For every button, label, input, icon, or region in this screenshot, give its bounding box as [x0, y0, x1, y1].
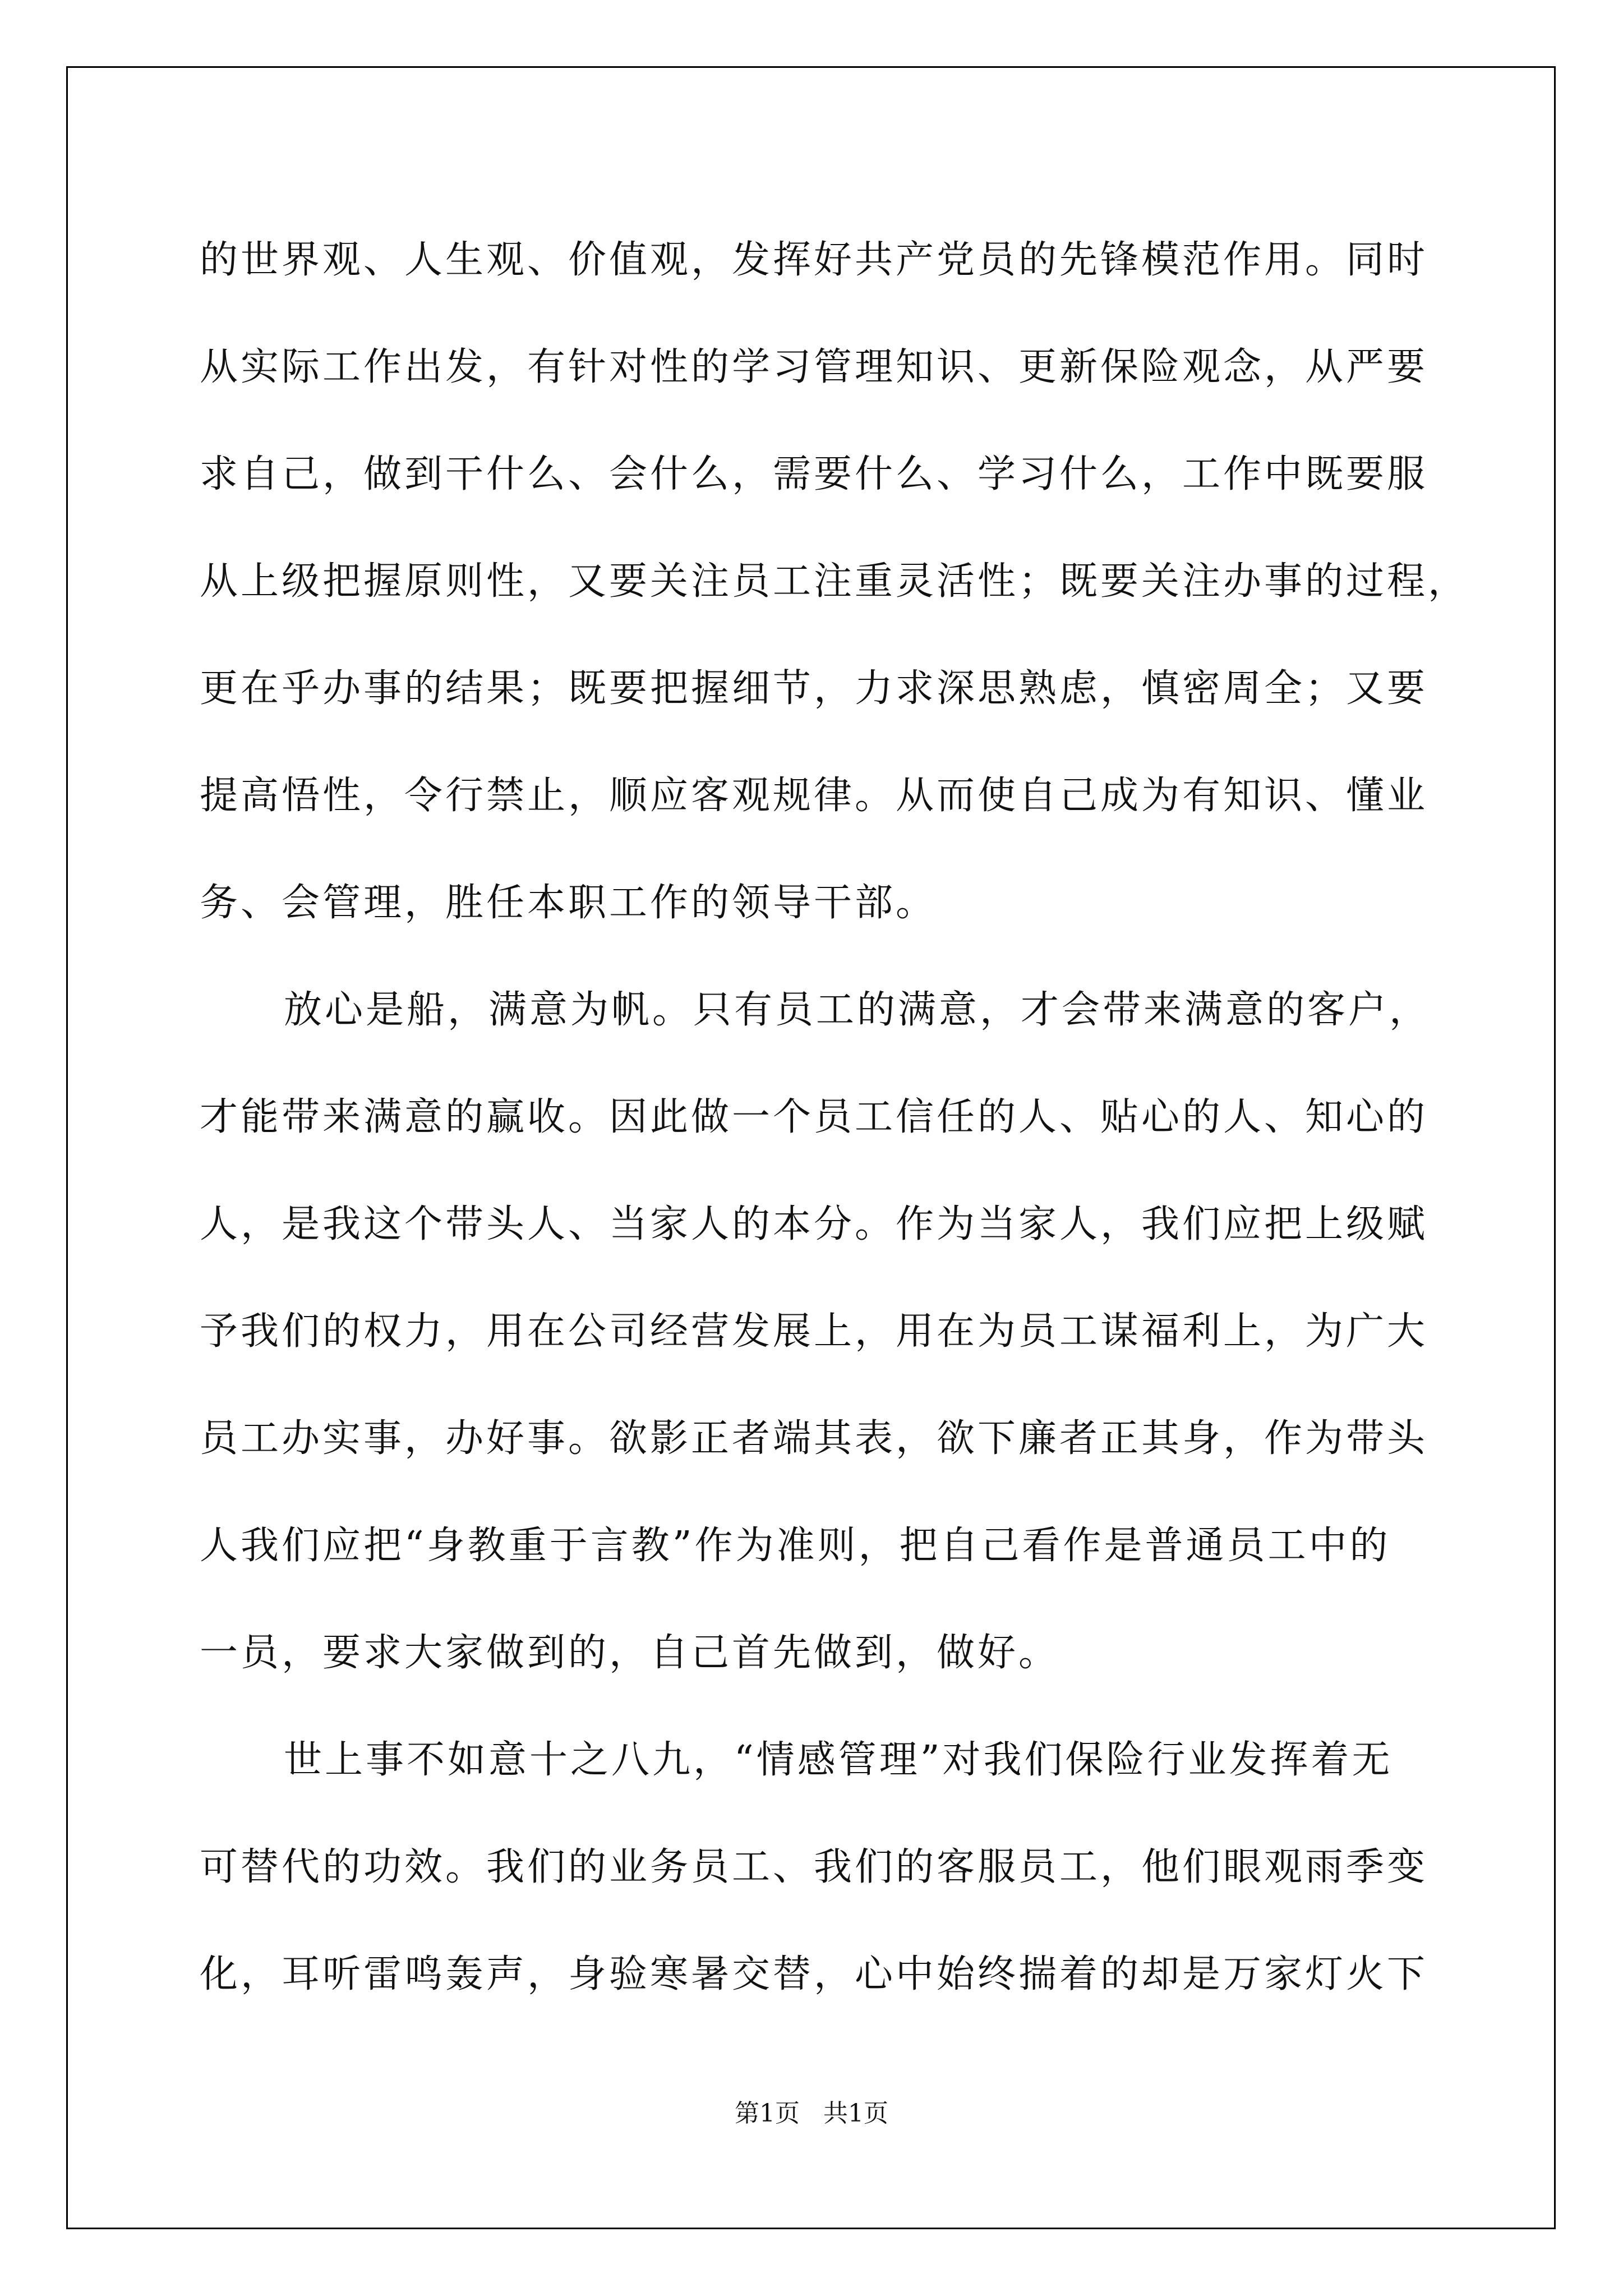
text-line: 予我们的权力，用在公司经营发展上，用在为员工谋福利上，为广大 [200, 1309, 1428, 1354]
document-body [200, 206, 1469, 2028]
text-line: 从上级把握原则性，又要关注员工注重灵活性；既要关注办事的过程， [200, 559, 1469, 604]
text-line: 化，耳听雷鸣轰声，身验寒暑交替，心中始终揣着的却是万家灯火下 [200, 1952, 1428, 1996]
text-line: 员工办实事，办好事。欲影正者端其表，欲下廉者正其身，作为带头 [200, 1416, 1428, 1461]
paragraph-first-line: 放心是船，满意为帆。只有员工的满意，才会带来满意的客户， [284, 988, 1431, 1032]
text-line: 人，是我这个带头人、当家人的本分。作为当家人，我们应把上级赋 [200, 1202, 1428, 1246]
paragraph-first-line: 世上事不如意十之八九，“情感管理”对我们保险行业发挥着无 [284, 1738, 1393, 1782]
text-line: 提高悟性，令行禁止，顺应客观规律。从而使自己成为有知识、懂业 [200, 774, 1428, 818]
text-line: 求自己，做到干什么、会什么，需要什么、学习什么，工作中既要服 [200, 452, 1428, 496]
text-line: 从实际工作出发，有针对性的学习管理知识、更新保险观念，从严要 [200, 345, 1428, 389]
text-line: 一员，要求大家做到的，自己首先做到，做好。 [200, 1631, 1060, 1675]
page-number: 第1页 共1页 [735, 2099, 888, 2128]
text-line: 的世界观、人生观、价值观，发挥好共产党员的先锋模范作用。同时 [200, 238, 1428, 282]
text-line: 更在乎办事的结果；既要把握细节，力求深思熟虑，慎密周全；又要 [200, 666, 1428, 711]
text-line: 可替代的功效。我们的业务员工、我们的客服员工，他们眼观雨季变 [200, 1845, 1428, 1889]
text-line: 人我们应把“身教重于言教”作为准则，把自己看作是普通员工中的 [200, 1524, 1391, 1568]
text-line: 才能带来满意的赢收。因此做一个员工信任的人、贴心的人、知心的 [200, 1095, 1428, 1139]
text-line: 务、会管理，胜任本职工作的领导干部。 [200, 881, 937, 925]
